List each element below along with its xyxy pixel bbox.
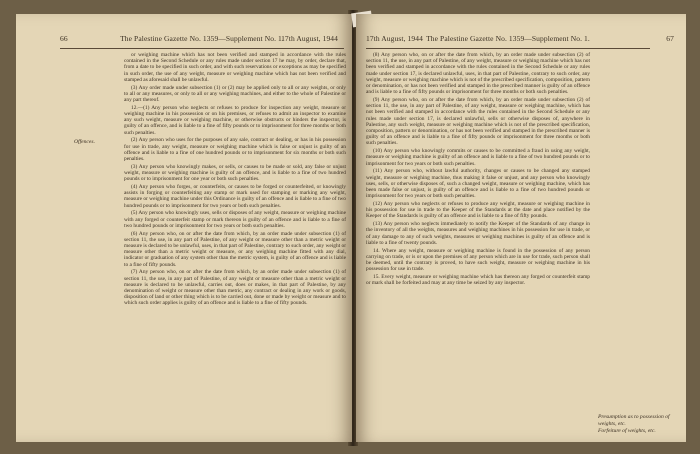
left-page-paragraph: or weighing machine which has not been verified and stamped in accordance with the rules contained in the Second Schedule or any rules made under section 17 he may, by order, declare that, from a date to be specified in such order, and with such reservations or exceptions as may be specified in such order, the use of any weight, measure or weighing machine which has not been verified and stamped as aforesaid shall be unlawful. — [124, 52, 346, 83]
right-running-head: The Palestine Gazette No. 1359—Supplement No. 1. — [426, 34, 590, 43]
right-page-paragraph: (9) Any person who, on or after the date from which, by an order made under subsection (2) of section 11, the use, in any part of Palestine, of any weight, measure or weighing machine, which has not been verified and stamped in accordance with the rules contained in the Second Schedule or any rules made under section 17, is declared unlawful, sells or otherwise disposes of, anywhere in Palestine, any such weight, measure or weighing machine which is not of the prescribed specification, composition, pattern or denomination, or has not been verified and stamped in the prescribed manner is guilty of an offence and is liable to a fine of fifty pounds or imprisonment for three months or both such penalties. — [366, 97, 590, 147]
right-header-rule — [366, 48, 650, 49]
left-header-rule — [60, 48, 344, 49]
left-page-date: 17th August, 1944 — [281, 34, 338, 43]
left-page-paragraph: (7) Any person who, on or after the date from which, by an order made under subsection (1) of section 11, the use, in any part of Palestine, of any weight or measure other than a metric weight or measure is declared to be unlawful, carries out, does or makes, in that part of Palestine, by any denomination of weight or measure other than metric, any contract or dealing in any work or goods, disposition of land or other thing which is to be carried out, done or made by weight or measure and to which such order applies is guilty of an offence and is liable to a fine of fifty pounds. — [124, 269, 346, 307]
right-page-paragraph: (12) Any person who neglects or refuses to produce any weight, measure or weighing machine in his possession for use in trade to the Keeper of the Standards at the date and place notified by the Keeper of the Standards is guilty of an offence and is liable to a fine of fifty pounds. — [366, 201, 590, 220]
left-page-text — [124, 52, 346, 308]
left-page-paragraph: (3) Any person who knowingly makes, or sells, or causes to be made or sold, any false or unjust weight, measure or weighing machine is guilty of an offence, and is liable to a fine of two hundred pounds or to imprisonment for one year or both such penalties. — [124, 163, 346, 183]
right-page — [356, 14, 686, 442]
left-page-paragraph: (3) Any order made under subsection (1) or (2) may be applied only to all or any weights, or only to all or any measures, or only to all or any weighing machines, and either to the whole of Palestine or any part thereof. — [124, 84, 346, 104]
left-page-paragraph: (4) Any person who forges, or counterfeits, or causes to be forged or counterfeited, or knowingly assists in forging or counterfeiting any stamp or mark used for stamping or marking any weight, measure or weighing machine under this Ordinance is guilty of an offence and is liable to a fine of two hundred pounds or to imprisonment for two years or both such penalties. — [124, 184, 346, 209]
left-page-paragraph: (5) Any person who knowingly uses, sells or disposes of any weight, measure or weighing machine with any forged or counterfeit stamp or mark thereon is guilty of an offence and is liable to a fine of two hundred pounds or imprisonment for two years or both such penalties. — [124, 210, 346, 229]
left-page — [16, 14, 352, 442]
right-margin-note-forfeiture: Forfeiture of weights, etc. — [598, 428, 656, 434]
right-margin-note-presumption: Presumption as to possession of weights, etc. — [598, 414, 670, 427]
left-page-paragraph: (6) Any person who, on or after the date from which, by an order made under subsection (1) of section 11, the use, in any part of Palestine, of any weight or measure other than a metric weight or measure is declared to be unlawful, uses, in that part of Palestine, contrary to such order, any weight or measure other than a metric weight or measure, or any weighing machine fitted with any dial, indicator or graduation of any system other than the metric system, is guilty of an offence and is liable to a fine of fifty pounds. — [124, 230, 346, 268]
right-page-paragraph: (13) Any person who neglects immediately to notify the Keeper of the Standards of any change in the inventory of all the weights, measures and weighing machines in his possession for use in trade, or of any damage to any of such weights, measures or weighing machines is guilty of an offence and is liable to a fine of twenty pounds. — [366, 221, 590, 246]
right-page-text — [366, 52, 590, 288]
right-page-paragraph: 14. Where any weight, measure or weighing machine is found in the possession of any person carrying on trade, or is or upon the premises of any person which are in use for trade, such person shall be deemed, until the contrary is proved, to have such weight, measure or weighing machine in his possession for use in trade. — [366, 247, 590, 273]
left-margin-note: Offences. — [74, 139, 95, 145]
left-page-paragraph: 12.—(1) Any person who neglects or refuses to produce for inspection any weight, measure or weighing machine in his possession or on his premises, or refuses to admit an inspector to examine any such weight, measure or weighing machine, or otherwise obstructs or hinders the inspector, is guilty of an offence, and is liable to a fine of fifty pounds or to imprisonment for three months or both such penalties. — [124, 104, 346, 136]
left-page-number: 66 — [60, 34, 68, 43]
right-page-number: 67 — [666, 34, 674, 43]
right-page-paragraph: (10) Any person who knowingly commits or causes to be committed a fraud in using any weight, measure or weighing machine is guilty of an offence and is liable to a fine of two hundred pounds or to imprisonment for two years or both such penalties. — [366, 148, 590, 167]
right-page-paragraph: (11) Any person who, without lawful authority, changes or causes to be changed any stamped weight, measure or weighing machine, thus making it false or unjust, and any person who knowingly uses, sells, or otherwise disposes of, such a changed weight, measure or weighing machine, which has been made false or unjust, is guilty of an offence and is liable to a fine of two hundred pounds or imprisonment for two years or both such penalties. — [366, 168, 590, 200]
right-page-paragraph: 15. Every weight, measure or weighing machine which has thereon any forged or counterfeit stamp or mark shall be forfeited and may at any time be seized by any inspector. — [366, 274, 590, 287]
right-page-date: 17th August, 1944 — [366, 34, 423, 43]
right-page-paragraph: (8) Any person who, on or after the date from which, by an order made under subsection (2) of section 11, the use, in any part of Palestine, of any weight, measure or weighing machine which has not been verified and stamped in accordance with the rules contained in the Second Schedule or any rules made under section 17, is declared unlawful, uses, in that part of Palestine, contrary to such order, any weight, measure or weighing machine which is not of the prescribed specification, composition, pattern or denomination, or has not been verified and stamped in the prescribed manner is guilty of an offence and is liable to a fine of fifty pounds or imprisonment for three months or both such penalties. — [366, 52, 590, 96]
left-page-paragraph: (2) Any person who uses for the purposes of any sale, contract or dealing, or has in his possession for use in trade, any weight, measure or weighing machine which is false or unjust is guilty of an offence and is liable to a fine of one hundred pounds or to imprisonment for six months or both such penalties. — [124, 137, 346, 163]
left-running-head: The Palestine Gazette No. 1359—Supplement No. 1. — [120, 34, 284, 43]
